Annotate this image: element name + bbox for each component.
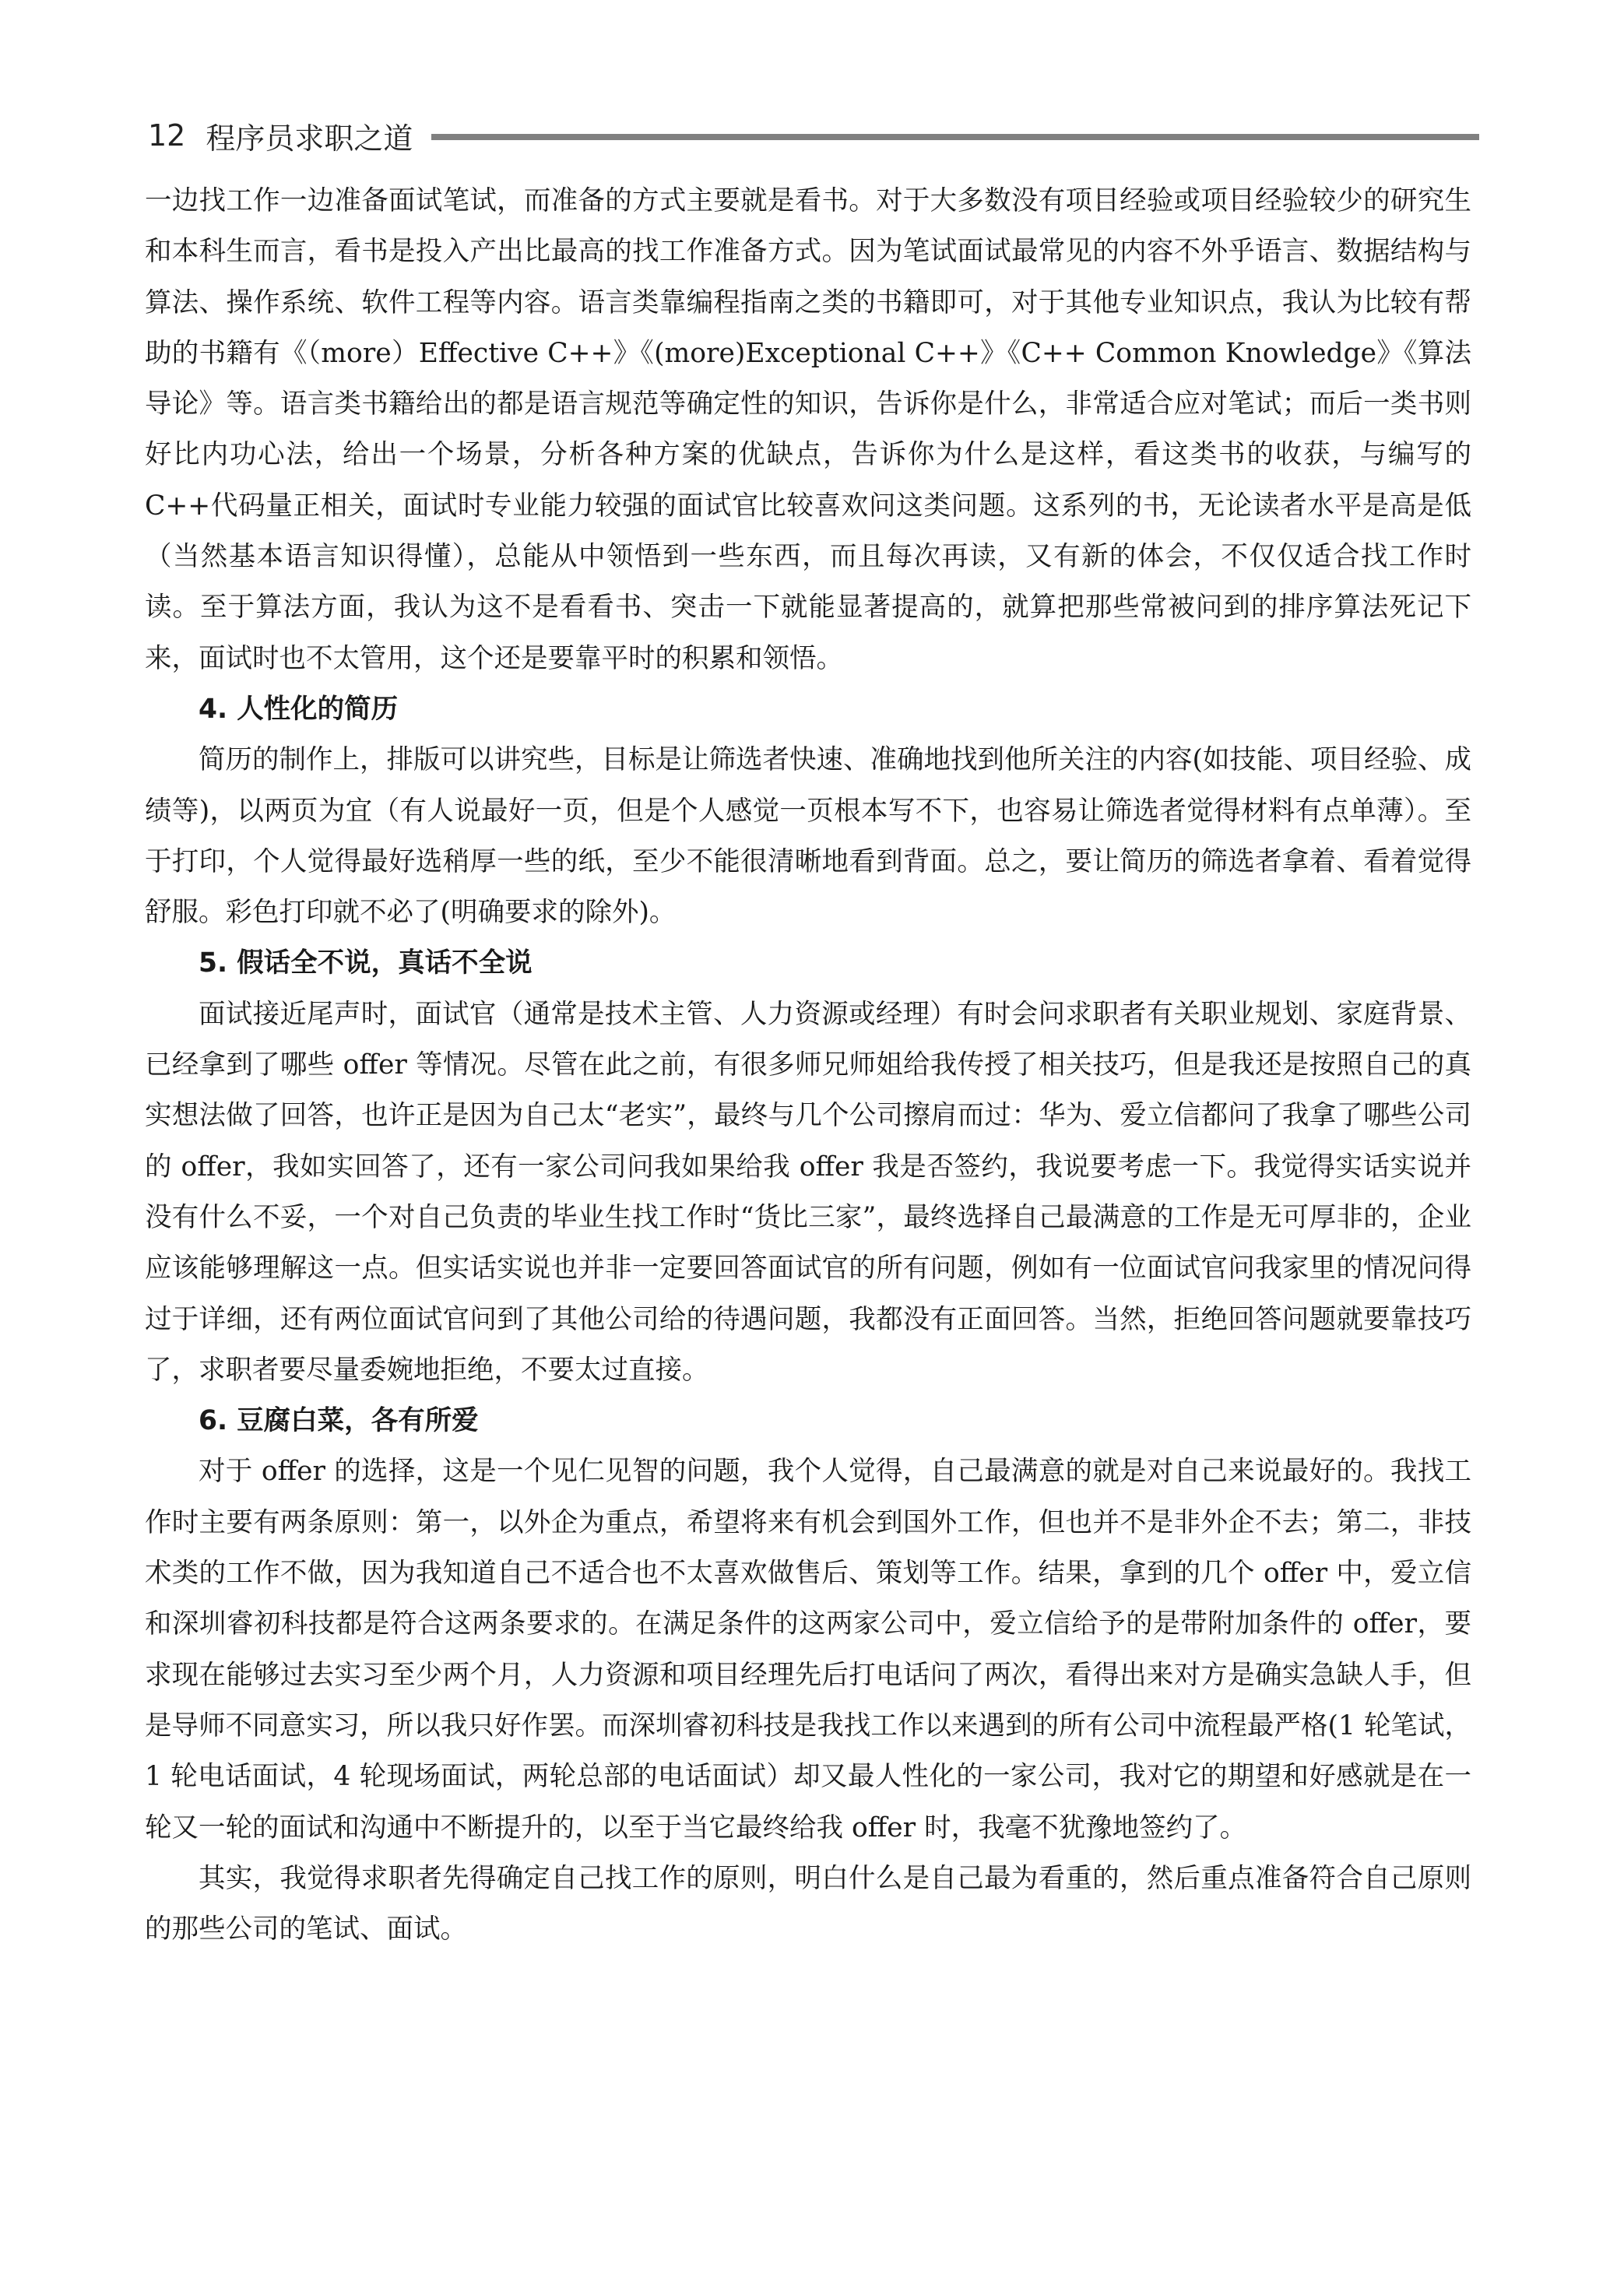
page-number: 12 <box>148 118 186 153</box>
paragraph-interview: 面试接近尾声时，面试官（通常是技术主管、人力资源或经理）有时会问求职者有关职业规划、家庭背景、已经拿到了哪些 offer 等情况。尽管在此之前，有很多师兄师姐给我传授了相关技巧，但是我还是按照自己的真实想法做了回答，也许正是因为自己太“老实”，最终与几个公司擦肩而过：华为、爱立信都问了我拿了哪些公司的 offer，我如实回答了，还有一家公司问我如果给我 offer 我是否签约，我说要考虑一下。我觉得实话实说并没有什么不妥，一个对自己负责的毕业生找工作时“货比三家”，最终选择自己最满意的工作是无可厚非的，企业应该能够理解这一点。但实话实说也并非一定要回答面试官的所有问题，例如有一位面试官问我家里的情况问得过于详细，还有两位面试官问到了其他公司给的待遇问题，我都没有正面回答。当然，拒绝回答问题就要靠技巧了，求职者要尽量委婉地拒绝，不要太过直接。 <box>145 998 1471 1386</box>
book-title: 程序员求职之道 <box>206 121 413 156</box>
paragraph-conclusion: 其实，我觉得求职者先得确定自己找工作的原则，明白什么是自己最为看重的，然后重点准备符合自己原则的那些公司的笔试、面试。 <box>145 1862 1471 1945</box>
paragraph-resume: 简历的制作上，排版可以讲究些，目标是让筛选者快速、准确地找到他所关注的内容(如技能、项目经验、成绩等)，以两页为宜（有人说最好一页，但是个人感觉一页根本写不下，也容易让筛选者觉得材料有点单薄）。至于打印，个人觉得最好选稍厚一些的纸，至少不能很清晰地看到背面。总之，要让简历的筛选者拿着、看着觉得舒服。彩色打印就不必了(明确要求的除外)。 <box>145 744 1471 929</box>
section-heading-4: 4. 人性化的简历 <box>199 693 399 725</box>
running-header <box>148 111 1479 160</box>
page-body <box>145 176 1471 1955</box>
header-rule <box>431 134 1479 140</box>
section-heading-5: 5. 假话全不说，真话不全说 <box>199 947 533 979</box>
paragraph-continued: 一边找工作一边准备面试笔试，而准备的方式主要就是看书。对于大多数没有项目经验或项目经验较少的研究生和本科生而言，看书是投入产出比最高的找工作准备方式。因为笔试面试最常见的内容不外乎语言、数据结构与算法、操作系统、软件工程等内容。语言类靠编程指南之类的书籍即可，对于其他专业知识点，我认为比较有帮助的书籍有《（more）Effective C++》《(more)Exceptional C++》《C++ Common Knowledge》《算法导论》等。语言类书籍给出的都是语言规范等确定性的知识，告诉你是什么，非常适合应对笔试；而后一类书则好比内功心法，给出一个场景，分析各种方案的优缺点，告诉你为什么是这样，看这类书的收获，与编写的C++代码量正相关，面试时专业能力较强的面试官比较喜欢问这类问题。这系列的书，无论读者水平是高是低（当然基本语言知识得懂），总能从中领悟到一些东西，而且每次再读，又有新的体会，不仅仅适合找工作时读。至于算法方面，我认为这不是看看书、突击一下就能显著提高的，就算把那些常被问到的排序算法死记下来，面试时也不太管用，这个还是要靠平时的积累和领悟。 <box>145 185 1471 674</box>
section-heading-6: 6. 豆腐白菜，各有所爱 <box>199 1405 479 1437</box>
paragraph-offer: 对于 offer 的选择，这是一个见仁见智的问题，我个人觉得，自己最满意的就是对自己来说最好的。我找工作时主要有两条原则：第一，以外企为重点，希望将来有机会到国外工作，但也并不是非外企不去；第二，非技术类的工作不做，因为我知道自己不适合也不太喜欢做售后、策划等工作。结果，拿到的几个 offer 中，爱立信和深圳睿初科技都是符合这两条要求的。在满足条件的这两家公司中，爱立信给予的是带附加条件的 offer，要求现在能够过去实习至少两个月，人力资源和项目经理先后打电话问了两次，看得出来对方是确实急缺人手，但是导师不同意实习，所以我只好作罢。而深圳睿初科技是我找工作以来遇到的所有公司中流程最严格(1 轮笔试，1 轮电话面试，4 轮现场面试，两轮总部的电话面试）却又最人性化的一家公司，我对它的期望和好感就是在一轮又一轮的面试和沟通中不断提升的，以至于当它最终给我 offer 时，我毫不犹豫地签约了。 <box>145 1456 1471 1843</box>
